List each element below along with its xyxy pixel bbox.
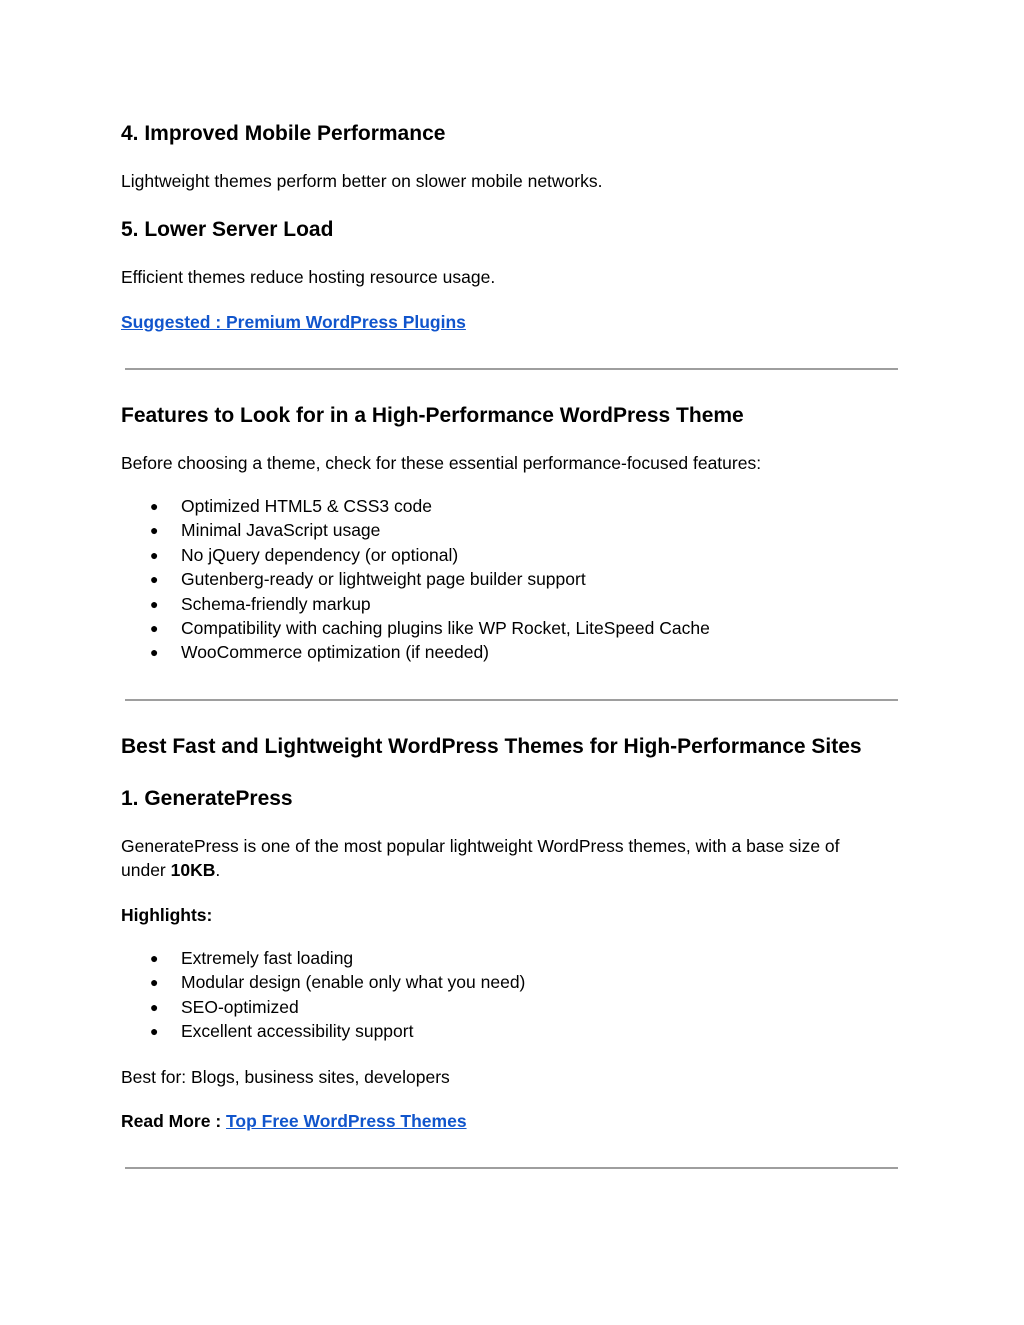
text: under <box>121 860 171 880</box>
suggested-link[interactable]: Suggested : Premium WordPress Plugins <box>121 312 466 332</box>
divider <box>125 699 898 701</box>
paragraph: Lightweight themes perform better on slower mobile networks. <box>121 171 603 191</box>
features-list <box>121 494 710 665</box>
text: . <box>215 860 221 880</box>
list-item: ● No jQuery dependency (or optional) <box>121 543 710 567</box>
heading-best-themes: Best Fast and Lightweight WordPress Themes for High-Performance Sites <box>121 735 862 758</box>
read-more-label: Read More : <box>121 1111 227 1131</box>
paragraph: Before choosing a theme, check for these essential performance-focused features: <box>121 453 762 473</box>
read-more <box>121 1111 467 1132</box>
highlights-label: Highlights: <box>121 905 213 925</box>
best-for: Best for: Blogs, business sites, developers <box>121 1067 450 1087</box>
list-item: ● Excellent accessibility support <box>121 1019 525 1043</box>
paragraph: GeneratePress is one of the most popular lightweight WordPress themes, with a base size of <box>121 836 840 856</box>
paragraph <box>121 860 220 881</box>
divider <box>125 1167 898 1169</box>
list-item: ● Extremely fast loading <box>121 946 525 970</box>
list-item: ● Schema-friendly markup <box>121 592 710 616</box>
heading-server-load: 5. Lower Server Load <box>121 218 334 241</box>
list-item: ● WooCommerce optimization (if needed) <box>121 640 710 664</box>
bold-size: 10KB <box>170 860 216 880</box>
list-item: ● SEO-optimized <box>121 995 525 1019</box>
heading-features: Features to Look for in a High-Performance WordPress Theme <box>121 404 744 427</box>
heading-mobile-performance: 4. Improved Mobile Performance <box>121 122 446 145</box>
heading-generatepress: 1. GeneratePress <box>121 787 293 810</box>
paragraph: Efficient themes reduce hosting resource usage. <box>121 267 496 287</box>
list-item: ● Modular design (enable only what you need) <box>121 970 525 994</box>
list-item: ● Minimal JavaScript usage <box>121 518 710 542</box>
list-item: ● Gutenberg-ready or lightweight page builder support <box>121 567 710 591</box>
read-more-link[interactable]: Top Free WordPress Themes <box>226 1111 467 1131</box>
highlights-list <box>121 946 525 1044</box>
divider <box>125 368 898 370</box>
list-item: ● Optimized HTML5 & CSS3 code <box>121 494 710 518</box>
list-item: ● Compatibility with caching plugins like WP Rocket, LiteSpeed Cache <box>121 616 710 640</box>
